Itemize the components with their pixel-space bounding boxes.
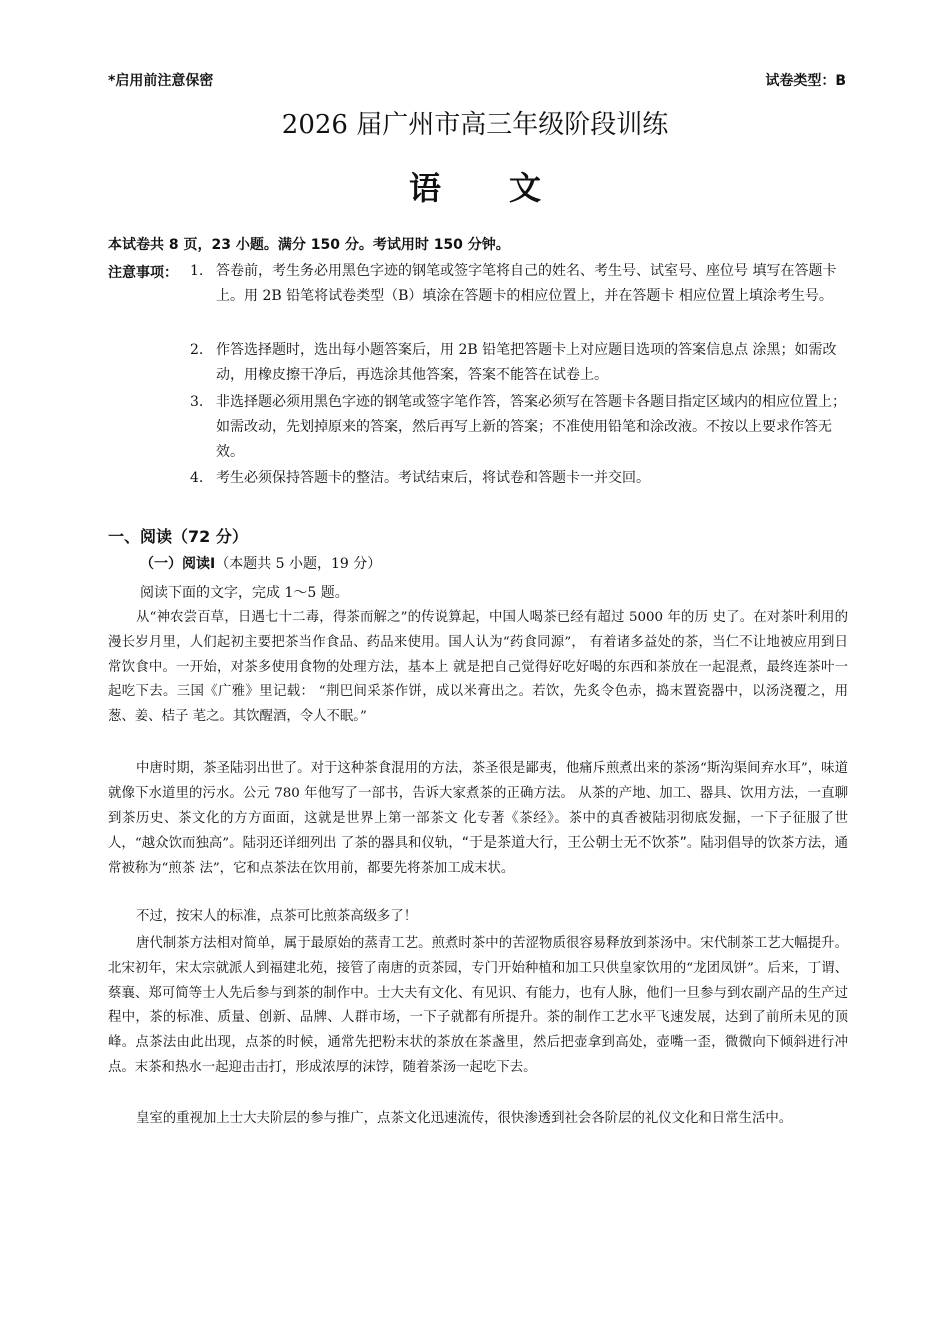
notice-item [190,259,848,309]
notice-text: 非选择题必须用黑色字迹的钢笔或签字笔作答，答案必须写在答题卡各题目指定区域内的相应位置上；如需改动，先划掉原来的答案，然后再写上新的答案；不准使用铅笔和涂改液。不按以上要求作答无效。 [216,394,846,460]
article-paragraph [108,905,848,930]
reading-instruction: 阅读下面的文字，完成 1～5 题。 [140,585,349,601]
exam-title: 2026 届广州市高三年级阶段训练 [281,110,669,140]
paper-type: 试卷类型：B [765,73,846,89]
notice-number: 3. [190,394,204,410]
article-paragraph [108,1107,848,1132]
subsection-heading [140,553,381,573]
page-header [108,70,846,90]
notices-label: 注意事项： [108,265,178,281]
notice-text: 作答选择题时，选出每小题答案后，用 2B 铅笔把答题卡上对应题目选项的答案信息点 涂黑；如需改动，用橡皮擦干净后，再选涂其他答案，答案不能答在试卷上。 [216,342,837,383]
paragraph-text: 唐代制茶方法相对简单，属于最原始的蒸青工艺。煎煮时茶中的苦涩物质很容易释放到茶汤中。宋代制茶工艺大幅提升。北宋初年，宋太宗就派人到福建北苑，接管了南唐的贡茶园，专门开始种植和加工只供皇家饮用的“龙团凤饼”。后来，丁谓、蔡襄、郑可简等士人先后参与到茶的制作中。士大夫有文化、有见识、有能力，也有人脉，他们一旦参与到农副产品的生产过程中，茶的标准、质量、创新、品牌、人群市场，一下子就都有所提升。茶的制作工艺水平飞速发展，达到了前所未见的顶峰。点茶法由此出现，点茶的时候，通常先把粉末状的茶放在茶盏里，然后把壶拿到高处，壶嘴一歪，微微向下倾斜进行冲点。末茶和热水一起迎击击打，形成浓厚的沫饽，随着茶汤一起吃下去。 [108,936,848,1075]
paragraph-text: 。陆羽倡导的饮茶方法，通常被称为“煎茶 法”，它和点茶法在饮用前，都要先将茶加工成末状。 [108,836,849,877]
article-paragraph [108,932,848,1081]
paragraph-text: 不过，按宋人的标准，点茶可比煎茶高级多了！ [136,909,418,924]
notice-item [190,338,848,388]
paragraph-text: 中唐时期，茶圣陆羽出世了。对于这种茶食混用的方法，茶圣很是鄙夷，他痛斥煎煮出来的茶汤“斯沟渠间弃水耳”，味道就像下水道里的污水。公元 780 年他写了一部书，告诉大家煮茶的正确方法。 从茶的产地、加工、器具、饮用方法，一直聊到茶历史、茶文化的方方面面，这就是世界上第一部茶文 化专著《茶经》。茶中的真香被陆羽彻底发掘，一下子征服了世人，“越众饮而独高”。陆羽还详细列出 了茶的器具和仪轨， [108,761,848,852]
notice-text: 答卷前，考生务必用黑色字迹的钢笔或签字笔将自己的姓名、考生号、试室号、座位号 填写在答题卡上。用 2B 铅笔将试卷类型（B）填涂在答题卡的相应位置上，并在答题卡 相应位置上填涂考生号。 [216,263,837,304]
confidential-notice: *启用前注意保密 [108,73,214,89]
paragraph-text: 从“神农尝百草，日遇七十二毒，得茶而解之”的传说算起，中国人喝茶已经有超过 5000 年的历 史了。在对茶叶利用的漫长岁月里，人们起初主要把茶当作食品、药品来使用。国人认为“药食同源”， 有着诸多益处的茶，当仁不让地被应用到日常饮食中。一开始，对茶多使用食物的处理方法，基本上 就是把自己觉得好吃好喝的东西和茶放在一起混煮，最终连茶叶一起吃下去。三国《广雅》里记载： “荆巴间采茶作饼，成以米膏出之。若饮，先炙令色赤，捣末置瓷器中，以汤浇覆之，用葱、姜、桔子 芼之。其饮醒酒，令人不眠。” [108,610,848,725]
notice-number: 2. [190,342,204,358]
notice-number: 1. [190,263,204,279]
article-paragraph [108,606,848,730]
subject-title [0,163,950,209]
subject-char-1: 语 [408,169,441,207]
notice-text: 考生必须保持答题卡的整洁。考试结束后，将试卷和答题卡一并交回。 [216,470,650,486]
section-heading: 一、阅读（72 分） [108,527,248,546]
notice-number: 4. [190,470,204,486]
notice-item [190,466,848,491]
paragraph-quote: “于是茶道大行，王公朝士无不饮茶” [461,835,687,852]
notice-item [190,390,848,465]
subject-char-2: 文 [509,169,542,207]
subsection-detail: （本题共 5 小题，19 分） [215,556,382,572]
exam-info: 本试卷共 8 页，23 小题。满分 150 分。考试用时 150 分钟。 [108,237,510,253]
paragraph-text: 皇室的重视加上士大夫阶层的参与推广，点茶文化迅速流传，很快渗透到社会各阶层的礼仪文化和日常生活中。 [136,1111,793,1126]
subsection-label: （一）阅读Ⅰ [140,556,216,572]
article-paragraph [108,757,848,882]
